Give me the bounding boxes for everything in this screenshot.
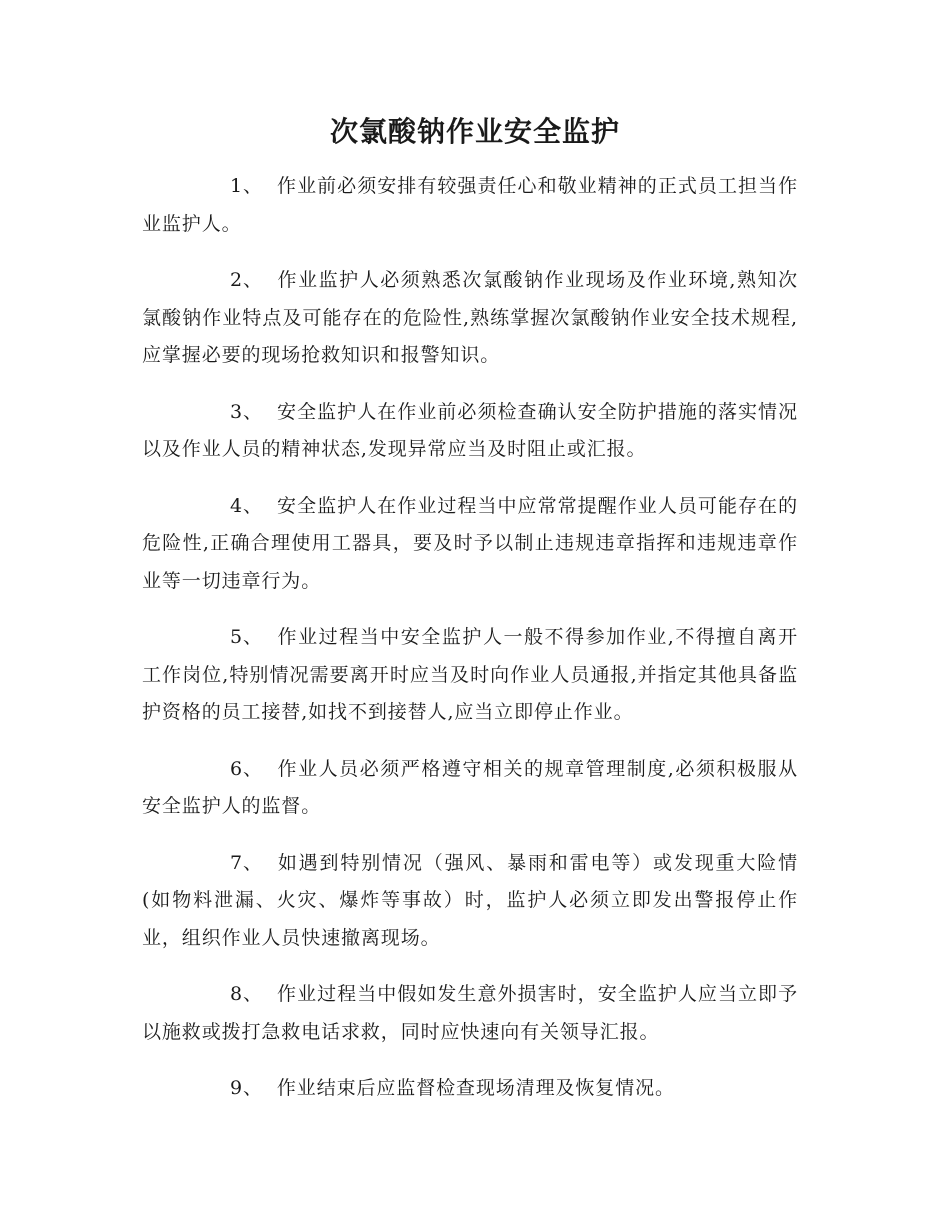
paragraph-8	[142, 976, 798, 1051]
paragraph-number: 5、	[230, 626, 263, 648]
paragraph-4	[142, 488, 798, 601]
paragraph-text: 作业监护人必须熟悉次氯酸钠作业现场及作业环境,熟知次氯酸钠作业特点及可能存在的危险性,熟练掌握次氯酸钠作业安全技术规程,应掌握必要的现场抢救知识和报警知识。	[142, 269, 798, 366]
paragraph-number: 3、	[230, 400, 263, 423]
paragraph-text: 作业人员必须严格遵守相关的规章管理制度,必须积极服从安全监护人的监督。	[142, 757, 798, 817]
paragraph-number: 9、	[230, 1077, 263, 1099]
paragraph-text: 安全监护人在作业过程当中应常常提醒作业人员可能存在的危险性,正确合理使用工器具，要及时予以制止违规违章指挥和违规违章作业等一切违章行为。	[142, 494, 798, 592]
paragraph-9	[142, 1070, 798, 1108]
paragraph-text: 安全监护人在作业前必须检查确认安全防护措施的落实情况以及作业人员的精神状态,发现异常应当及时阻止或汇报。	[142, 400, 798, 460]
paragraph-text: 作业结束后应监督检查现场清理及恢复情况。	[276, 1077, 675, 1099]
paragraph-1	[142, 168, 798, 243]
paragraph-5	[142, 619, 798, 732]
paragraph-7	[142, 845, 798, 958]
paragraph-6	[142, 751, 798, 826]
paragraph-2	[142, 262, 798, 375]
paragraph-text: 作业过程当中安全监护人一般不得参加作业,不得擅自离开工作岗位,特别情况需要离开时应当及时向作业人员通报,并指定其他具备监护资格的员工接替,如找不到接替人,应当立即停止作业。	[142, 626, 798, 723]
paragraph-number: 2、	[230, 269, 263, 291]
document-body	[142, 168, 798, 1127]
paragraph-text: 如遇到特别情况（强风、暴雨和雷电等）或发现重大险情(如物料泄漏、火灾、爆炸等事故）时，监护人必须立即发出警报停止作业，组织作业人员快速撤离现场。	[142, 851, 798, 949]
document-title: 次氯酸钠作业安全监护	[329, 115, 620, 148]
paragraph-number: 7、	[230, 851, 263, 874]
paragraph-number: 6、	[230, 757, 263, 780]
paragraph-number: 4、	[230, 494, 263, 517]
paragraph-number: 1、	[230, 175, 263, 197]
paragraph-text: 作业前必须安排有较强责任心和敬业精神的正式员工担当作业监护人。	[142, 175, 798, 235]
paragraph-number: 8、	[230, 983, 263, 1005]
paragraph-text: 作业过程当中假如发生意外损害时，安全监护人应当立即予以施救或拨打急救电话求救，同时应快速向有关领导汇报。	[142, 983, 798, 1043]
paragraph-3	[142, 394, 798, 469]
